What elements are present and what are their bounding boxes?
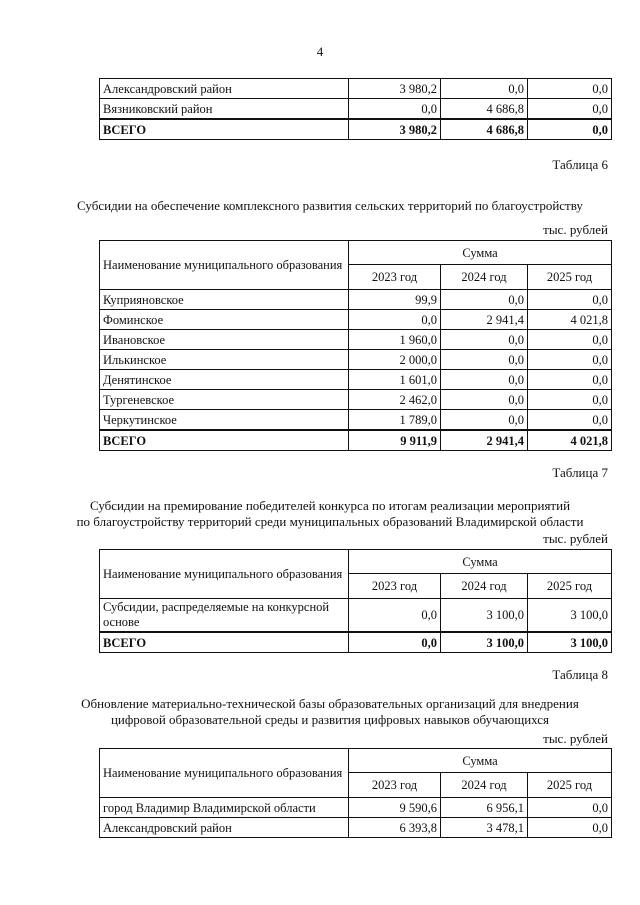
table6-cell-name: Фоминское [100, 310, 349, 330]
table8-cell-v2025: 0,0 [528, 798, 612, 818]
table7-header-2025: 2025 год [528, 574, 612, 599]
table6-cell-v2025: 0,0 [528, 330, 612, 350]
table_top-total-name: ВСЕГО [100, 119, 349, 140]
table7-header-2023: 2023 год [349, 574, 441, 599]
table7-header-name: Наименование муниципального образования [100, 550, 349, 599]
table-row [100, 79, 612, 99]
table6-unit: тыс. рублей [543, 222, 608, 237]
table7-title-line1: Субсидии на премирование победителей конкурса по итогам реализации мероприятий [89, 498, 571, 513]
table6-cell-v2025: 0,0 [528, 410, 612, 431]
table6-cell-v2023: 2 462,0 [349, 390, 441, 410]
table_top-cell-v2023: 0,0 [349, 99, 441, 120]
table7-header-2024: 2024 год [441, 574, 528, 599]
table-row [100, 390, 612, 410]
table_top-total-v2025: 0,0 [528, 119, 612, 140]
table8 [99, 748, 612, 838]
table8-cell-v2025: 0,0 [528, 818, 612, 838]
table-row [100, 410, 612, 431]
table6-cell-v2023: 1 601,0 [349, 370, 441, 390]
table-row [100, 370, 612, 390]
table-row [100, 599, 612, 633]
table6-cell-v2023: 1 789,0 [349, 410, 441, 431]
table_top-cell-v2024: 0,0 [441, 79, 528, 99]
table6-title: Субсидии на обеспечение комплексного развития сельских территорий по благоустройству [77, 198, 583, 213]
table6-header-sum: Сумма [349, 241, 612, 265]
table8-title-line2: цифровой образовательной среды и развития цифровых навыков обучающихся [110, 712, 550, 727]
table6-cell-v2024: 0,0 [441, 390, 528, 410]
table8-cell-v2024: 3 478,1 [441, 818, 528, 838]
table8-cell-name: Александровский район [100, 818, 349, 838]
table_top-total-v2023: 3 980,2 [349, 119, 441, 140]
table_top-total-row [100, 119, 612, 140]
table6-cell-v2024: 0,0 [441, 410, 528, 431]
table-row [100, 330, 612, 350]
table_top-cell-name: Вязниковский район [100, 99, 349, 120]
table6-cell-name: Тургеневское [100, 390, 349, 410]
table7-total-v2023: 0,0 [349, 632, 441, 653]
table6-header-2025: 2025 год [528, 265, 612, 290]
table7-total-row [100, 632, 612, 653]
table-row [100, 99, 612, 120]
table6-cell-v2024: 0,0 [441, 290, 528, 310]
table8-header-sum: Сумма [349, 749, 612, 773]
table-row [100, 798, 612, 818]
table6-cell-v2024: 2 941,4 [441, 310, 528, 330]
table6-cell-name: Черкутинское [100, 410, 349, 431]
table_top-total-v2024: 4 686,8 [441, 119, 528, 140]
table7-unit: тыс. рублей [543, 531, 608, 546]
table6-cell-name: Денятинское [100, 370, 349, 390]
table6-total-v2024: 2 941,4 [441, 430, 528, 451]
table6-cell-v2023: 0,0 [349, 310, 441, 330]
table7-total-v2024: 3 100,0 [441, 632, 528, 653]
table8-cell-v2023: 6 393,8 [349, 818, 441, 838]
table7-cell-name: Субсидии, распределяемые на конкурсной основе [100, 599, 349, 633]
table_top-cell-v2023: 3 980,2 [349, 79, 441, 99]
table6-cell-v2024: 0,0 [441, 330, 528, 350]
table7-label: Таблица 7 [552, 465, 608, 480]
table8-cell-name: город Владимир Владимирской области [100, 798, 349, 818]
table_top-cell-name: Александровский район [100, 79, 349, 99]
table-row [100, 350, 612, 370]
table6-cell-v2024: 0,0 [441, 350, 528, 370]
table7-cell-v2025: 3 100,0 [528, 599, 612, 633]
table7-cell-v2024: 3 100,0 [441, 599, 528, 633]
table6-total-v2023: 9 911,9 [349, 430, 441, 451]
table6-cell-v2024: 0,0 [441, 370, 528, 390]
table7 [99, 549, 612, 653]
table_top-cell-v2024: 4 686,8 [441, 99, 528, 120]
table6-cell-v2023: 1 960,0 [349, 330, 441, 350]
table6-cell-v2025: 0,0 [528, 370, 612, 390]
table6-cell-v2025: 0,0 [528, 290, 612, 310]
table-top-continuation [99, 78, 612, 140]
table6-header-2024: 2024 год [441, 265, 528, 290]
page-number: 4 [316, 44, 324, 59]
table7-title-line2: по благоустройству территорий среди муниципальных образований Владимирской области [76, 514, 584, 529]
table-row [100, 818, 612, 838]
table_top-cell-v2025: 0,0 [528, 79, 612, 99]
table8-cell-v2024: 6 956,1 [441, 798, 528, 818]
table8-header-2023: 2023 год [349, 773, 441, 798]
table6-cell-name: Илькинское [100, 350, 349, 370]
table6-total-name: ВСЕГО [100, 430, 349, 451]
table6-label: Таблица 6 [552, 157, 608, 172]
table6-cell-v2023: 99,9 [349, 290, 441, 310]
table8-header-2024: 2024 год [441, 773, 528, 798]
table6-total-row [100, 430, 612, 451]
table8-unit: тыс. рублей [543, 731, 608, 746]
table8-title-line1: Обновление материально-технической базы образовательных организаций для внедрения [81, 696, 579, 711]
table7-total-v2025: 3 100,0 [528, 632, 612, 653]
table6-cell-v2025: 0,0 [528, 390, 612, 410]
table6-total-v2025: 4 021,8 [528, 430, 612, 451]
table8-header-2025: 2025 год [528, 773, 612, 798]
table-row [100, 310, 612, 330]
table6-cell-name: Куприяновское [100, 290, 349, 310]
table-row [100, 290, 612, 310]
table6-cell-name: Ивановское [100, 330, 349, 350]
table7-total-name: ВСЕГО [100, 632, 349, 653]
table6-header-2023: 2023 год [349, 265, 441, 290]
table7-cell-v2023: 0,0 [349, 599, 441, 633]
table6 [99, 240, 612, 451]
table8-header-name: Наименование муниципального образования [100, 749, 349, 798]
table7-header-sum: Сумма [349, 550, 612, 574]
table6-cell-v2025: 4 021,8 [528, 310, 612, 330]
table_top-cell-v2025: 0,0 [528, 99, 612, 120]
table8-label: Таблица 8 [552, 667, 608, 682]
table6-cell-v2025: 0,0 [528, 350, 612, 370]
table6-cell-v2023: 2 000,0 [349, 350, 441, 370]
table8-cell-v2023: 9 590,6 [349, 798, 441, 818]
table6-header-name: Наименование муниципального образования [100, 241, 349, 290]
